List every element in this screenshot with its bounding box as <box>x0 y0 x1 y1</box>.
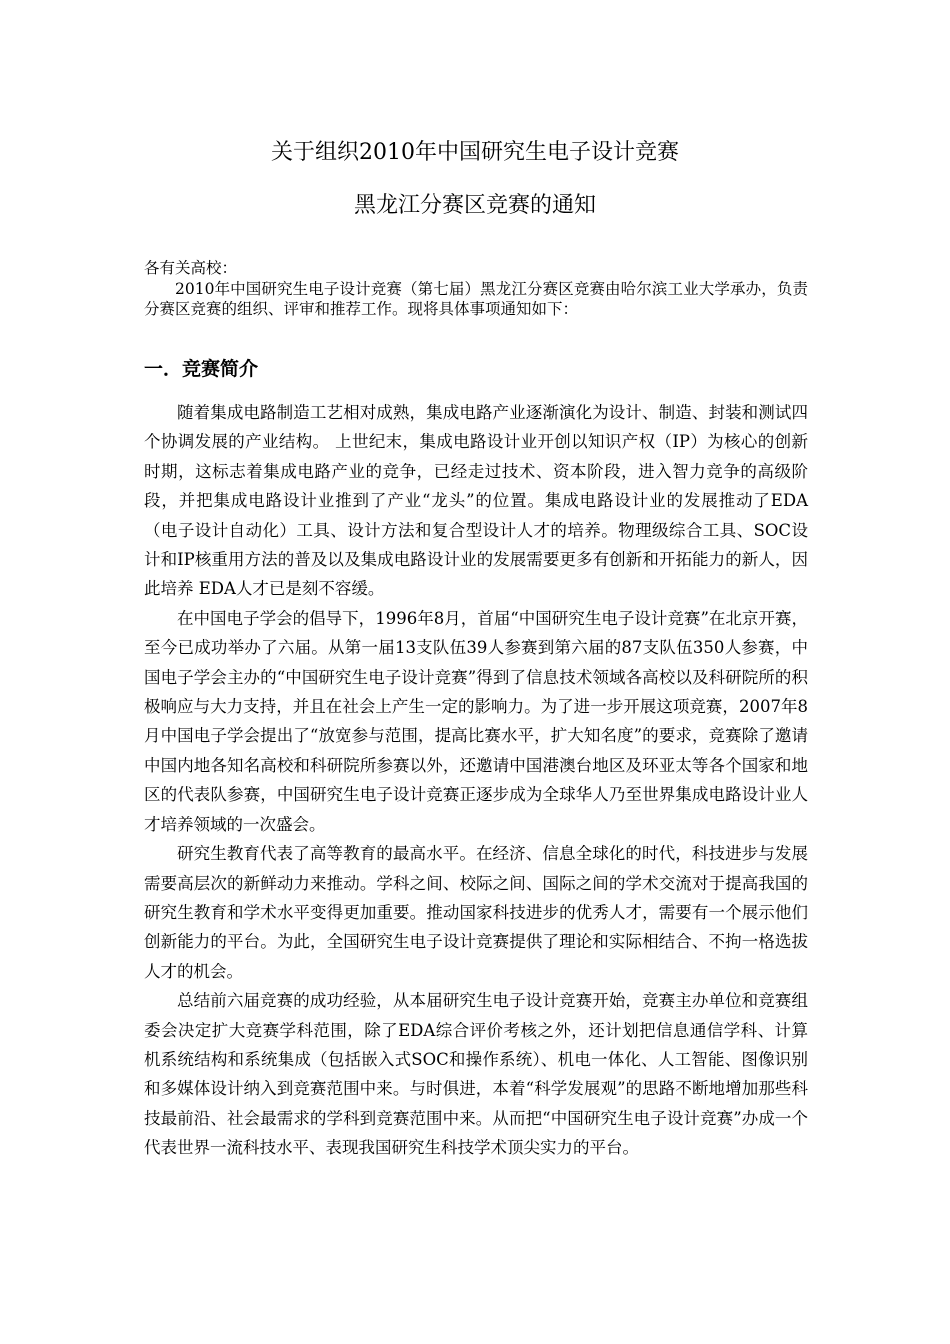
section-body <box>144 398 808 1163</box>
body-paragraph: 总结前六届竞赛的成功经验，从本届研究生电子设计竞赛开始，竞赛主办单位和竞赛组委会决定扩大竞赛学科范围，除了EDA综合评价考核之外，还计划把信息通信学科、计算机系统结构和系统集成（包括嵌入式SOC和操作系统）、机电一体化、人工智能、图像识别和多媒体设计纳入到竞赛范围中来。与时俱进，本着“科学发展观”的思路不断地增加那些科技最前沿、社会最需求的学科到竞赛范围中来。从而把“中国研究生电子设计竞赛”办成一个代表世界一流科技水平、表现我国研究生科技学术顶尖实力的平台。 <box>144 991 808 1158</box>
document-title-line-1: 关于组织2010年中国研究生电子设计竞赛 <box>271 140 679 165</box>
body-paragraph: 随着集成电路制造工艺相对成熟，集成电路产业逐渐演化为设计、制造、封装和测试四个协调发展的产业结构。 上世纪末，集成电路设计业开创以知识产权（IP）为核心的创新时期，这标志着集成电路产业的竞争，已经走过技术、资本阶段，进入智力竞争的高级阶段，并把集成电路设计业推到了产业“龙头”的位置。集成电路设计业的发展推动了EDA（电子设计自动化）工具、设计方法和复合型设计人才的培养。物理级综合工具、SOC设计和IP核重用方法的普及以及集成电路设计业的发展需要更多有创新和开拓能力的新人，因此培养 EDA人才已是刻不容缓。 <box>144 403 808 599</box>
body-paragraph: 研究生教育代表了高等教育的最高水平。在经济、信息全球化的时代，科技进步与发展需要高层次的新鲜动力来推动。学科之间、校际之间、国际之间的学术交流对于提高我国的研究生教育和学术水平变得更加重要。推动国家科技进步的优秀人才，需要有一个展示他们创新能力的平台。为此，全国研究生电子设计竞赛提供了理论和实际相结合、不拘一格选拔人才的机会。 <box>144 844 808 981</box>
document-title-line-2: 黑龙江分赛区竞赛的通知 <box>353 193 596 218</box>
intro-paragraph: 2010年中国研究生电子设计竞赛（第七届）黑龙江分赛区竞赛由哈尔滨工业大学承办，负责分赛区竞赛的组织、评审和推荐工作。现将具体事项通知如下： <box>144 280 808 318</box>
salutation: 各有关高校： <box>144 259 238 277</box>
body-paragraph: 在中国电子学会的倡导下，1996年8月，首届“中国研究生电子设计竞赛”在北京开赛，至今已成功举办了六届。从第一届13支队伍39人参赛到第六届的87支队伍350人参赛，中国电子学会主办的“中国研究生电子设计竞赛”得到了信息技术领域各高校以及科研院所的积极响应与大力支持，并且在社会上产生一定的影响力。为了进一步开展这项竞赛，2007年8月中国电子学会提出了“放宽参与范围，提高比赛水平，扩大知名度”的要求，竞赛除了邀请中国内地各知名高校和科研院所参赛以外，还邀请中国港澳台地区及环亚太等各个国家和地区的代表队参赛，中国研究生电子设计竞赛正逐步成为全球华人乃至世界集成电路设计业人才培养领域的一次盛会。 <box>144 608 808 834</box>
section-heading: 一．竞赛简介 <box>144 358 259 380</box>
